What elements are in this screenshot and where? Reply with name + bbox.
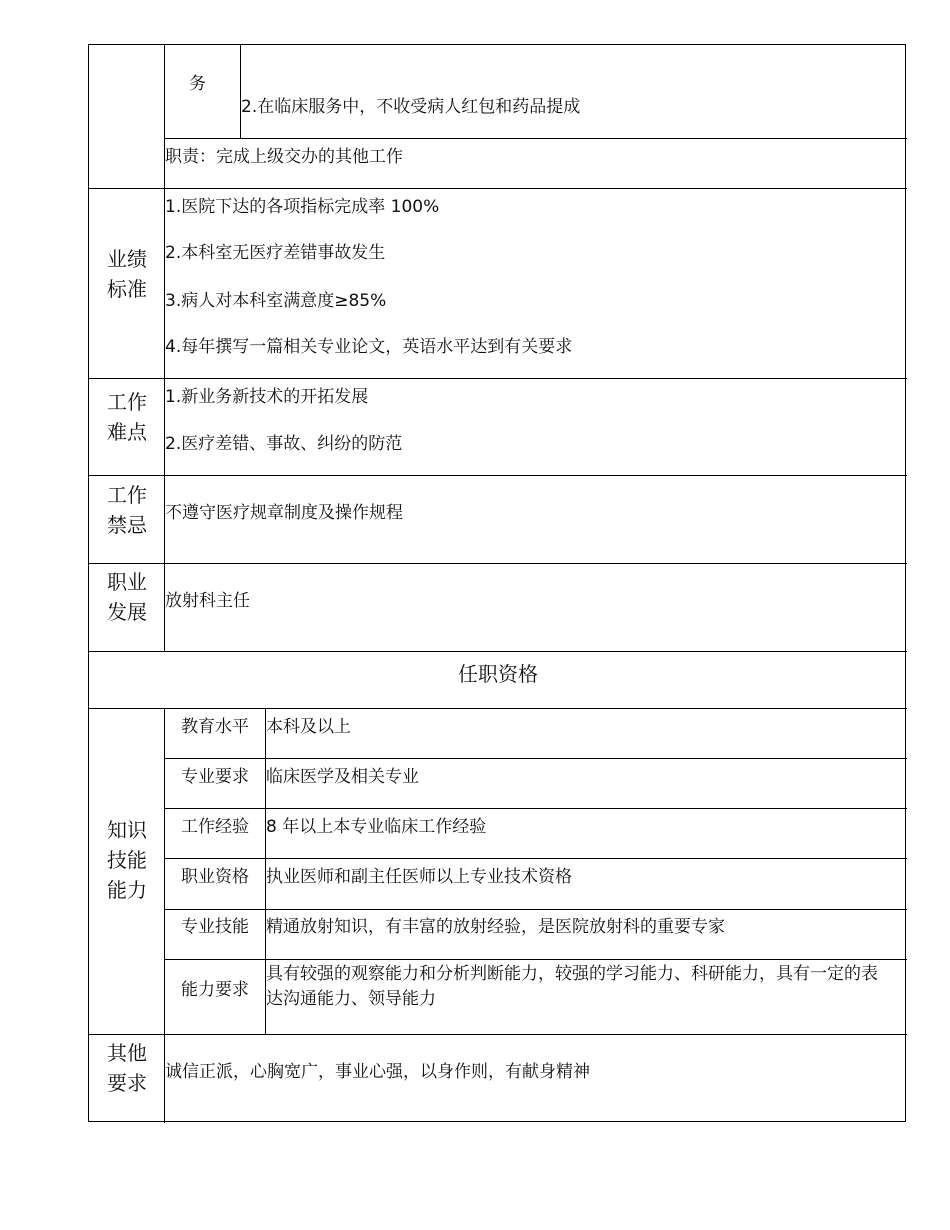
row-divider	[89, 188, 907, 189]
qualification-label-line1: 知识	[107, 818, 147, 842]
performance-item: 3.病人对本科室满意度≥85%	[165, 291, 387, 311]
qualification-label-line3: 能力	[107, 878, 147, 902]
row-divider	[165, 758, 907, 759]
difficulty-label-line1: 工作	[107, 390, 147, 414]
qual-row-label: 工作经验	[181, 817, 249, 837]
qual-row-value: 8 年以上本专业临床工作经验	[266, 817, 487, 837]
row-divider	[165, 909, 907, 910]
qual-row-label: 职业资格	[181, 867, 249, 887]
qual-row-value: 执业医师和副主任医师以上专业技术资格	[266, 867, 572, 887]
row-divider	[89, 651, 907, 652]
difficulty-item: 2.医疗差错、事故、纠纷的防范	[165, 434, 403, 454]
duty-char: 务	[189, 74, 206, 94]
qualification-label	[89, 815, 165, 905]
other-label-line2: 要求	[107, 1071, 147, 1095]
duty-item-2: 2.在临床服务中，不收受病人红包和药品提成	[241, 97, 581, 117]
taboo-label-line1: 工作	[107, 483, 147, 507]
difficulty-label-line2: 难点	[107, 420, 147, 444]
taboo-label	[89, 480, 165, 540]
row-divider	[165, 138, 907, 139]
career-label-line1: 职业	[107, 570, 147, 594]
row-divider	[165, 858, 907, 859]
career-label	[89, 567, 165, 627]
row-divider	[165, 808, 907, 809]
performance-label-line2: 标准	[107, 277, 147, 301]
qual-row-value: 精通放射知识，有丰富的放射经验，是医院放射科的重要专家	[266, 917, 725, 937]
taboo-label-line2: 禁忌	[107, 513, 147, 537]
career-text: 放射科主任	[165, 591, 250, 611]
qual-row-label: 专业技能	[181, 917, 249, 937]
qualification-label-line2: 技能	[107, 848, 147, 872]
qual-row-value: 临床医学及相关专业	[266, 767, 419, 787]
performance-item: 1.医院下达的各项指标完成率 100%	[165, 197, 440, 217]
performance-item: 2.本科室无医疗差错事故发生	[165, 243, 386, 263]
other-duty: 职责：完成上级交办的其他工作	[165, 147, 403, 167]
performance-label	[89, 244, 165, 304]
row-divider	[89, 475, 907, 476]
row-divider	[89, 378, 907, 379]
qual-row-value: 本科及以上	[266, 717, 351, 737]
row-divider	[89, 708, 907, 709]
job-description-table	[88, 44, 906, 1122]
other-label	[89, 1038, 165, 1098]
performance-label-line1: 业绩	[107, 247, 147, 271]
qual-row-value: 具有较强的观察能力和分析判断能力，较强的学习能力、科研能力，具有一定的表达沟通能力、领导能力	[266, 964, 878, 1009]
other-label-line1: 其他	[107, 1041, 147, 1065]
row-divider	[89, 563, 907, 564]
qual-row-label: 专业要求	[181, 767, 249, 787]
qual-row-label: 能力要求	[181, 980, 249, 1000]
qualification-title: 任职资格	[458, 662, 538, 686]
other-text: 诚信正派，心胸宽广，事业心强，以身作则，有献身精神	[165, 1062, 590, 1082]
difficulty-item: 1.新业务新技术的开拓发展	[165, 387, 369, 407]
performance-item: 4.每年撰写一篇相关专业论文，英语水平达到有关要求	[165, 337, 573, 357]
row-divider	[89, 1034, 907, 1035]
difficulty-label	[89, 387, 165, 447]
career-label-line2: 发展	[107, 600, 147, 624]
row-divider	[165, 959, 907, 960]
qual-row-label: 教育水平	[181, 717, 249, 737]
taboo-text: 不遵守医疗规章制度及操作规程	[165, 503, 403, 523]
